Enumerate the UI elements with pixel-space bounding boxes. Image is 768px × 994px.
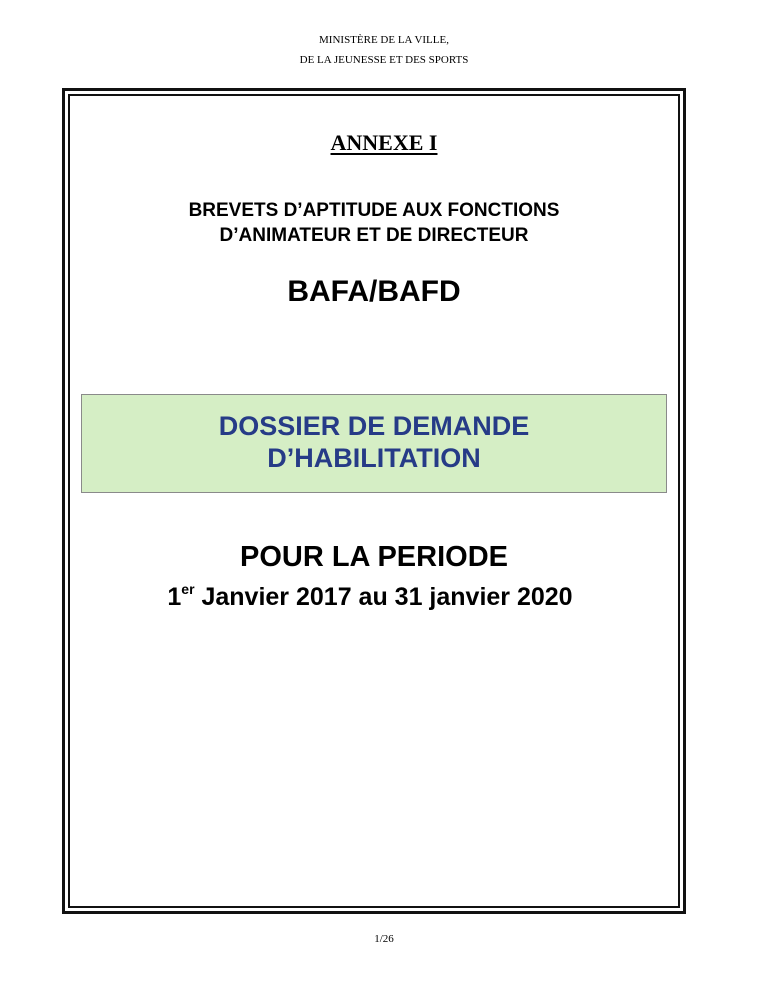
dossier-title bbox=[0, 410, 748, 474]
periode-title: POUR LA PERIODE bbox=[239, 541, 508, 573]
periode-ordinal-suffix: er bbox=[181, 581, 195, 597]
brevets-title-line-1: BREVETS D’APTITUDE AUX FONCTIONS bbox=[188, 200, 560, 221]
bafa-bafd-title: BAFA/BAFD bbox=[287, 275, 461, 308]
brevets-title-line-2: D’ANIMATEUR ET DE DIRECTEUR bbox=[219, 225, 529, 246]
dossier-title-line-1: DOSSIER DE DEMANDE bbox=[218, 411, 530, 441]
brevets-title bbox=[0, 198, 748, 248]
annex-title-text: ANNEXE I bbox=[330, 130, 438, 155]
dossier-title-line-2: D’HABILITATION bbox=[267, 443, 481, 473]
ministry-header-line-2: DE LA JEUNESSE ET DES SPORTS bbox=[299, 54, 469, 66]
periode-dates bbox=[0, 580, 740, 614]
periode-dates-text: Janvier 2017 au 31 janvier 2020 bbox=[194, 583, 573, 611]
ministry-header-line-1: MINISTÈRE DE LA VILLE, bbox=[319, 34, 449, 46]
periode-day: 1 bbox=[167, 583, 182, 611]
page-number: 1/26 bbox=[374, 933, 394, 945]
annex-title bbox=[0, 130, 768, 156]
ministry-header bbox=[0, 30, 768, 70]
